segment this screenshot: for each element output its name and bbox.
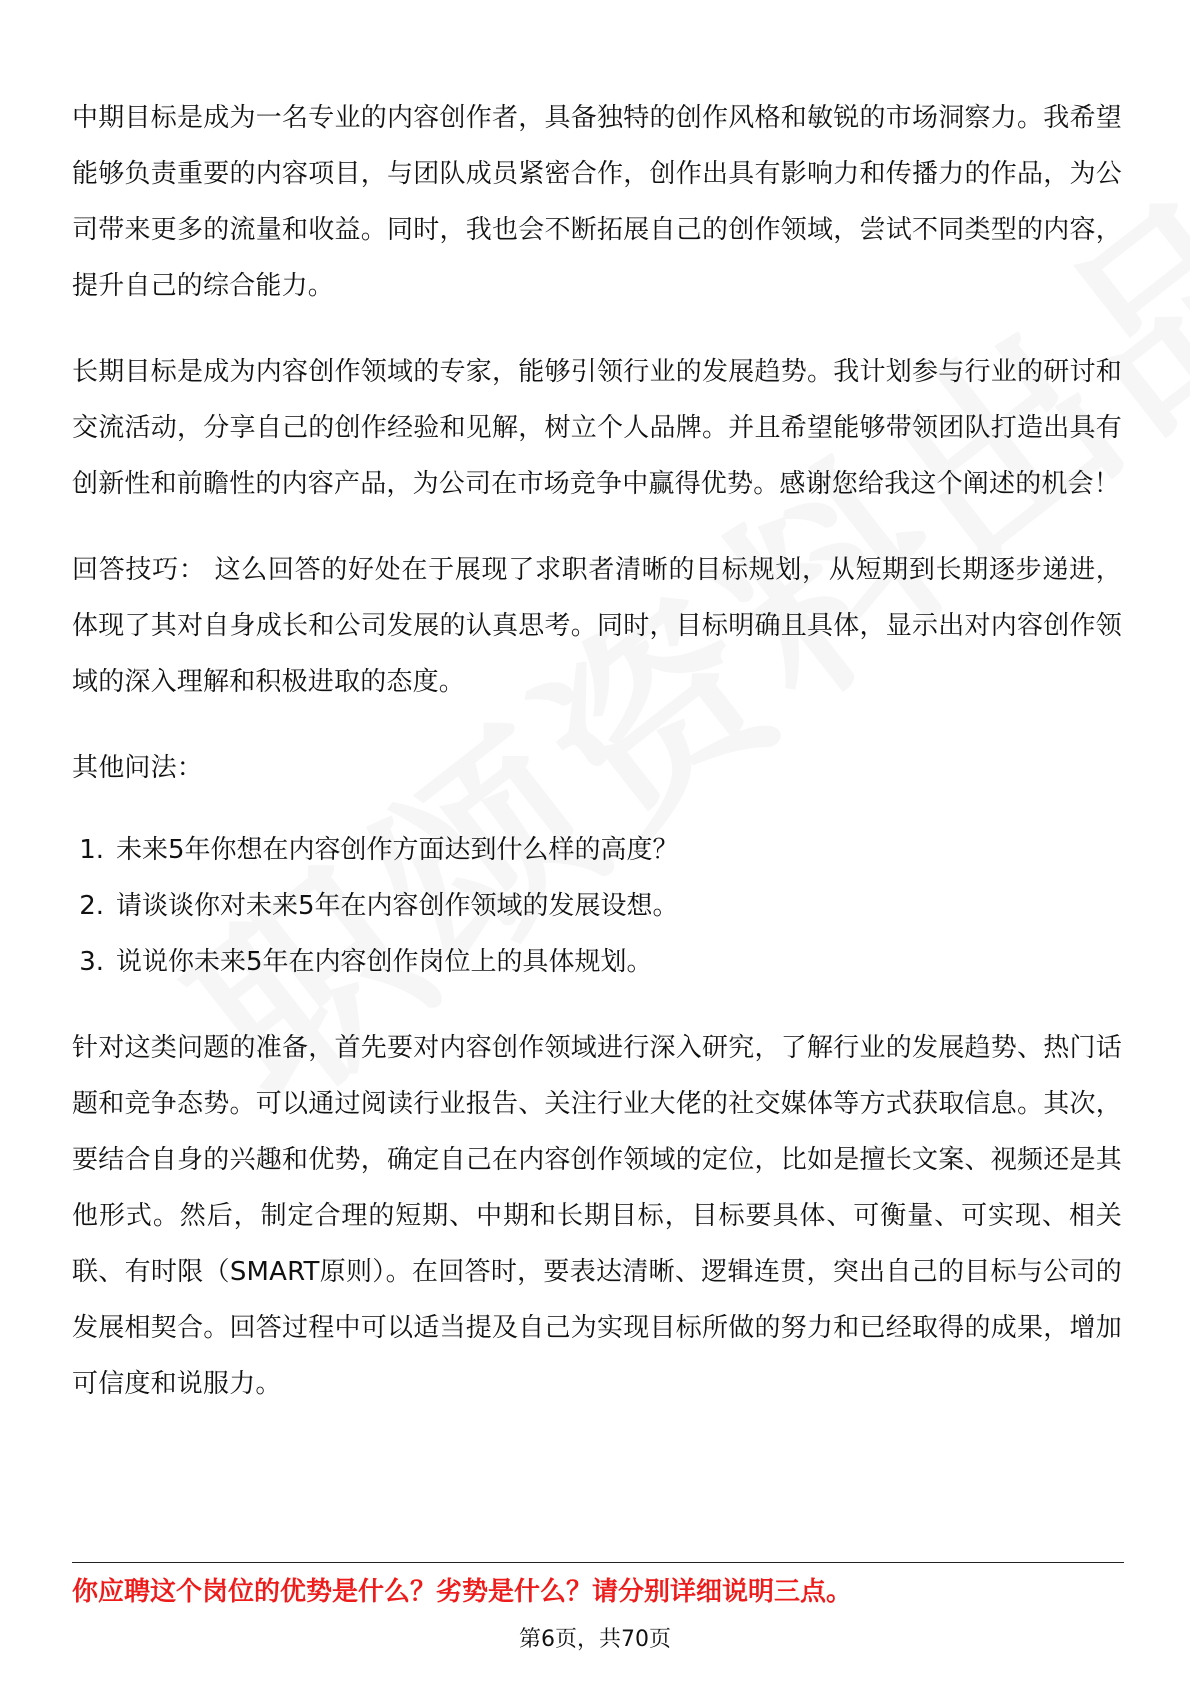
list-item [72,934,1122,990]
next-question-link[interactable]: 你应聘这个岗位的优势是什么？劣势是什么？请分别详细说明三点。 [72,1577,853,1607]
footer-divider [72,1562,1124,1563]
list-item [72,822,1122,878]
list-item-text: 说说你未来5年在内容创作岗位上的具体规划。 [116,947,653,977]
list-item [72,878,1122,934]
other-questions-heading: 其他问法： [72,753,204,783]
preparation-paragraph: 针对这类问题的准备，首先要对内容创作领域进行深入研究，了解行业的发展趋势、热门话题和竞争态势。可以通过阅读行业报告、关注行业大佬的社交媒体等方式获取信息。其次，要结合自身的兴趣和优势，确定自己在内容创作领域的定位，比如是擅长文案、视频还是其他形式。然后，制定合理的短期、中期和长期目标，目标要具体、可衡量、可实现、相关联、有时限（SMART原则）。在回答时，要表达清晰、逻辑连贯，突出自己的目标与公司的发展相契合。回答过程中可以适当提及自己为实现目标所做的努力和已经取得的成果，增加可信度和说服力。 [72,1033,1122,1399]
list-item-number: 1. [79,835,104,865]
mid-term-goal-paragraph: 中期目标是成为一名专业的内容创作者，具备独特的创作风格和敏锐的市场洞察力。我希望能够负责重要的内容项目，与团队成员紧密合作，创作出具有影响力和传播力的作品，为公司带来更多的流量和收益。同时，我也会不断拓展自己的创作领域，尝试不同类型的内容，提升自己的综合能力。 [72,103,1122,301]
other-questions-list [72,822,1122,990]
list-item-text: 未来5年你想在内容创作方面达到什么样的高度？ [116,835,679,865]
list-item-number: 2. [79,891,104,921]
page-number: 第6页，共70页 [519,1627,671,1652]
list-item-number: 3. [79,947,104,977]
list-item-text: 请谈谈你对未来5年在内容创作领域的发展设想。 [116,891,679,921]
page-content [72,90,1122,1412]
long-term-goal-paragraph: 长期目标是成为内容创作领域的专家，能够引领行业的发展趋势。我计划参与行业的研讨和交流活动，分享自己的创作经验和见解，树立个人品牌。并且希望能够带领团队打造出具有创新性和前瞻性的内容产品，为公司在市场竞争中赢得优势。感谢您给我这个阐述的机会！ [72,357,1122,499]
answer-tips-paragraph: 回答技巧： 这么回答的好处在于展现了求职者清晰的目标规划，从短期到长期逐步递进，体现了其对自身成长和公司发展的认真思考。同时，目标明确且具体，显示出对内容创作领域的深入理解和积极进取的态度。 [72,555,1123,697]
